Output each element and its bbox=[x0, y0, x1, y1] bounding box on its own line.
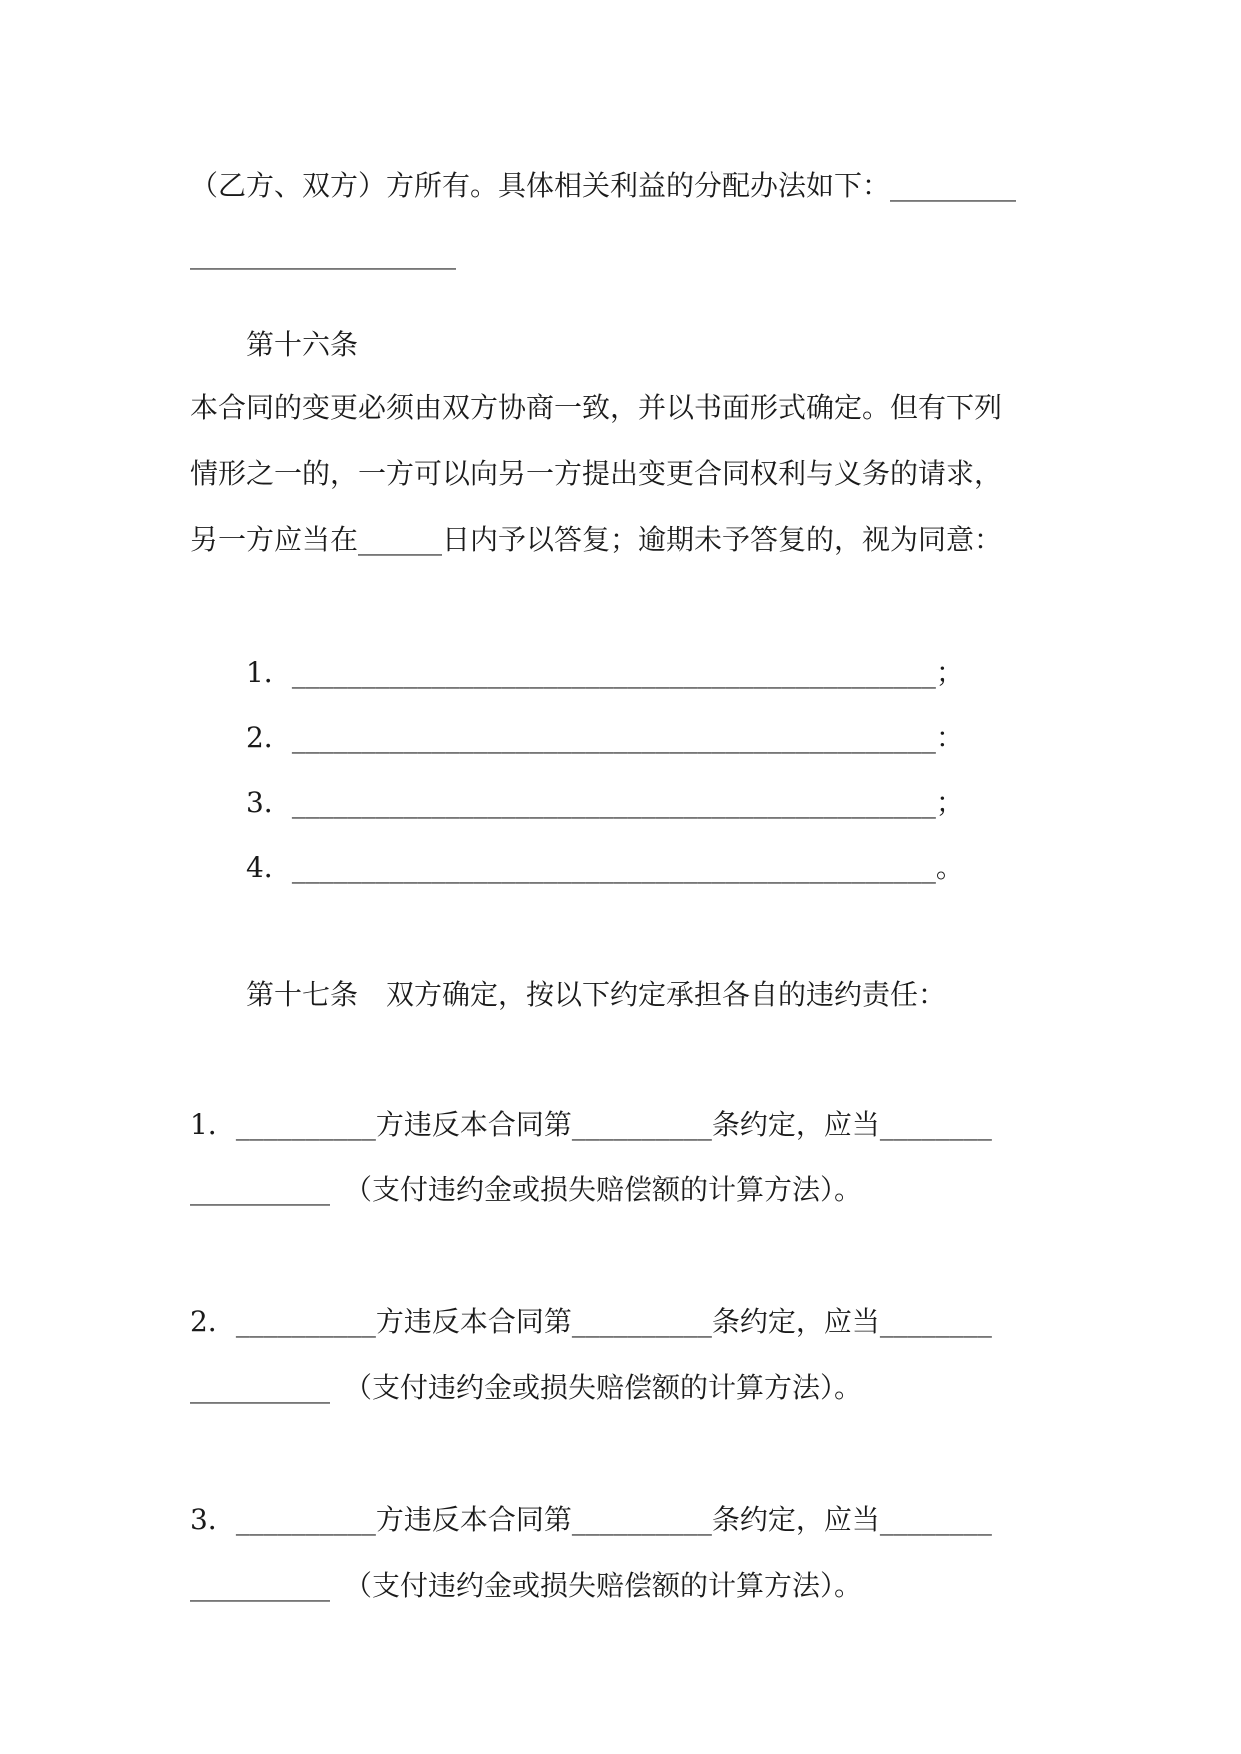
paragraph-line: 本合同的变更必须由双方协商一致，并以书面形式确定。但有下列 bbox=[190, 391, 1003, 424]
article-17-heading: 第十七条 双方确定，按以下约定承担各自的违约责任： bbox=[246, 978, 947, 1011]
list-item: 2．______________________________________________： bbox=[246, 721, 964, 754]
clause-line: 3．__________方违反本合同第__________条约定，应当________ bbox=[190, 1503, 992, 1536]
paragraph-line: 另一方应当在______日内予以答复；逾期未予答复的，视为同意： bbox=[190, 523, 1003, 556]
clause-line: 1．__________方违反本合同第__________条约定，应当________ bbox=[190, 1108, 992, 1141]
list-item: 3．______________________________________________； bbox=[246, 786, 964, 819]
paragraph-line: ___________________ bbox=[190, 237, 456, 270]
clause-line: __________ （支付违约金或损失赔偿额的计算方法）。 bbox=[190, 1371, 863, 1404]
clause-line: __________ （支付违约金或损失赔偿额的计算方法）。 bbox=[190, 1569, 863, 1602]
paragraph-line: 情形之一的，一方可以向另一方提出变更合同权利与义务的请求， bbox=[190, 457, 1003, 490]
list-item: 4．______________________________________________。 bbox=[246, 851, 964, 884]
clause-line: __________ （支付违约金或损失赔偿额的计算方法）。 bbox=[190, 1173, 863, 1206]
clause-line: 2．__________方违反本合同第__________条约定，应当________ bbox=[190, 1305, 992, 1338]
list-item: 1．______________________________________________； bbox=[246, 656, 964, 689]
paragraph-line: （乙方、双方）方所有。具体相关利益的分配办法如下：_________ bbox=[190, 169, 1017, 202]
article-16-heading: 第十六条 bbox=[246, 328, 359, 361]
